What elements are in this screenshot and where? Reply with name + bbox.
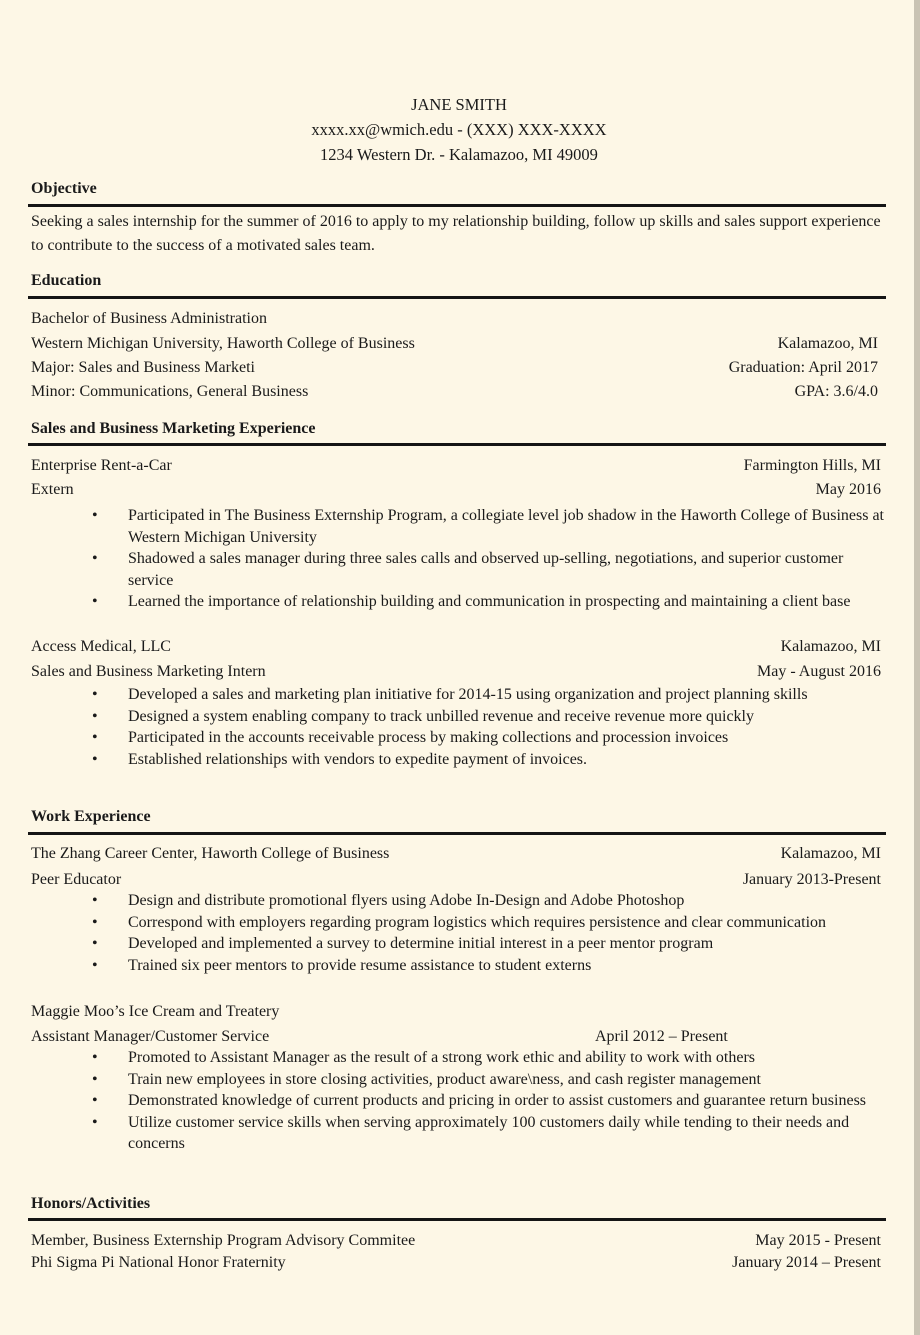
graduation-date: Graduation: April 2017 (728, 359, 878, 376)
section-divider (28, 1218, 886, 1221)
job-location: Kalamazoo, MI (780, 845, 881, 862)
gpa: GPA: 3.6/4.0 (794, 383, 878, 400)
bullet-item: • Trained six peer mentors to provide resume assistance to student externs (31, 955, 886, 977)
minor: Minor: Communications, General Business (31, 383, 309, 400)
bullet-item: • Demonstrated knowledge of current products and pricing in order to assist customers and guarantee return business (31, 1090, 886, 1112)
objective-heading: Objective (31, 180, 97, 197)
bullet-item: • Developed a sales and marketing plan initiative for 2014-15 using organization and project planning skills (31, 684, 886, 706)
address-line: 1234 Western Dr. - Kalamazoo, MI 49009 (320, 145, 598, 164)
job-role: Assistant Manager/Customer Service (31, 1028, 270, 1045)
honors-heading: Honors/Activities (31, 1195, 151, 1212)
bullet-item: • Utilize customer service skills when serving approximately 100 customers daily while tending to their needs and concerns (31, 1112, 886, 1155)
section-divider (28, 443, 886, 446)
bullet-item: • Promoted to Assistant Manager as the result of a strong work ethic and ability to work with others (31, 1047, 886, 1069)
job-org-row (31, 1001, 881, 1023)
bullet-item: • Designed a system enabling company to track unbilled revenue and receive revenue more quickly (31, 706, 886, 728)
job-role-row (31, 869, 881, 891)
bullet-item: • Developed and implemented a survey to determine initial interest in a peer mentor program (31, 933, 886, 955)
work-experience-heading: Work Experience (31, 808, 151, 825)
job-location: Kalamazoo, MI (780, 638, 881, 655)
degree-row (31, 308, 881, 330)
job-bullets (31, 505, 886, 613)
honor-name: Phi Sigma Pi National Honor Fraternity (31, 1254, 286, 1271)
job-bullets (31, 684, 886, 770)
bullet-item: • Established relationships with vendors to expedite payment of invoices. (31, 749, 886, 771)
job-org-row (31, 843, 881, 865)
honor-dates: January 2014 – Present (732, 1254, 881, 1271)
bullet-item: • Design and distribute promotional flyers using Adobe In-Design and Adobe Photoshop (31, 890, 886, 912)
job-dates: May - August 2016 (757, 663, 881, 680)
degree: Bachelor of Business Administration (31, 310, 267, 327)
school-name: Western Michigan University, Haworth College of Business (31, 335, 415, 352)
job-role: Sales and Business Marketing Intern (31, 663, 266, 680)
job-dates: January 2013-Present (742, 871, 881, 888)
job-role-row (31, 479, 881, 501)
bullet-item: • Train new employees in store closing activities, product aware\ness, and cash register management (31, 1069, 886, 1091)
candidate-name: JANE SMITH (411, 95, 507, 114)
bullet-item: • Participated in the accounts receivable process by making collections and procession invoices (31, 727, 886, 749)
job-org: Maggie Moo’s Ice Cream and Treatery (31, 1003, 280, 1020)
page-edge (914, 0, 920, 1335)
job-bullets (31, 1047, 886, 1155)
bullet-item: • Participated in The Business Externship Program, a collegiate level job shadow in the Haworth College of Business at Western Michigan University (31, 505, 886, 548)
job-bullets (31, 890, 886, 976)
job-role-row (31, 1026, 881, 1048)
job-role-row (31, 661, 881, 683)
job-org: The Zhang Career Center, Haworth College of Business (31, 845, 390, 862)
school-location: Kalamazoo, MI (777, 335, 878, 352)
bullet-item: • Learned the importance of relationship building and communication in prospecting and maintaining a client base (31, 591, 886, 613)
job-org-row (31, 636, 881, 658)
section-divider (28, 832, 886, 835)
sales-experience-heading: Sales and Business Marketing Experience (31, 420, 316, 437)
major: Major: Sales and Business Marketi (31, 359, 255, 376)
education-heading: Education (31, 272, 102, 289)
bullet-item: • Correspond with employers regarding program logistics which requires persistence and clear communication (31, 912, 886, 934)
job-role: Extern (31, 481, 74, 498)
section-divider (28, 204, 886, 207)
honor-dates: May 2015 - Present (755, 1232, 881, 1249)
job-dates: May 2016 (815, 481, 881, 498)
minor-row (31, 381, 881, 403)
honor-name: Member, Business Externship Program Advisory Commitee (31, 1232, 416, 1249)
bullet-item: • Shadowed a sales manager during three sales calls and observed up-selling, negotiations, and superior customer service (31, 548, 886, 591)
honor-row (31, 1252, 881, 1274)
job-org: Enterprise Rent-a-Car (31, 457, 172, 474)
job-org: Access Medical, LLC (31, 638, 171, 655)
job-location: Farmington Hills, MI (743, 457, 881, 474)
honor-row (31, 1230, 881, 1252)
section-divider (28, 296, 886, 299)
job-role: Peer Educator (31, 871, 122, 888)
resume-header (31, 92, 887, 167)
job-dates: April 2012 – Present (595, 1028, 728, 1045)
objective-text: Seeking a sales internship for the summer of 2016 to apply to my relationship building, follow up skills and sales support experience to contribute to the success of a motivated sales team. (31, 213, 881, 254)
job-org-row (31, 455, 881, 477)
school-row (31, 333, 881, 355)
contact-line: xxxx.xx@wmich.edu - (XXX) XXX-XXXX (311, 120, 607, 139)
major-row (31, 357, 881, 379)
